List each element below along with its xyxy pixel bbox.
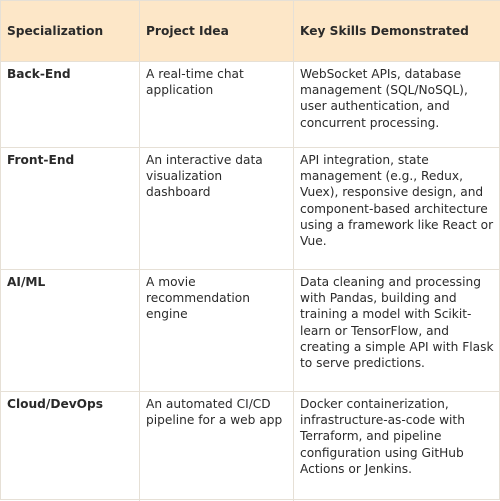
header-specialization: Specialization (1, 1, 140, 62)
project-idea-cell: An interactive data visualization dashboard (140, 148, 294, 270)
key-skills-cell: WebSocket APIs, database management (SQL/NoSQL), user authentication, and concurrent processing. (294, 62, 500, 148)
specialization-cell: Front-End (1, 148, 140, 270)
project-idea-cell: An automated CI/CD pipeline for a web app (140, 392, 294, 501)
header-project-idea: Project Idea (140, 1, 294, 62)
header-key-skills: Key Skills Demonstrated (294, 1, 500, 62)
project-idea-cell: A movie recommendation engine (140, 270, 294, 392)
specialization-cell: Cloud/DevOps (1, 392, 140, 501)
key-skills-cell: Data cleaning and processing with Pandas, building and training a model with Scikit-learn or TensorFlow, and creating a simple API with Flask to serve predictions. (294, 270, 500, 392)
project-idea-cell: A real-time chat application (140, 62, 294, 148)
key-skills-cell: API integration, state management (e.g., Redux, Vuex), responsive design, and component-based architecture using a framework like React or Vue. (294, 148, 500, 270)
key-skills-cell: Docker containerization, infrastructure-as-code with Terraform, and pipeline configuration using GitHub Actions or Jenkins. (300, 397, 465, 476)
specialization-cell: Back-End (1, 62, 140, 148)
specialization-cell: AI/ML (1, 270, 140, 392)
